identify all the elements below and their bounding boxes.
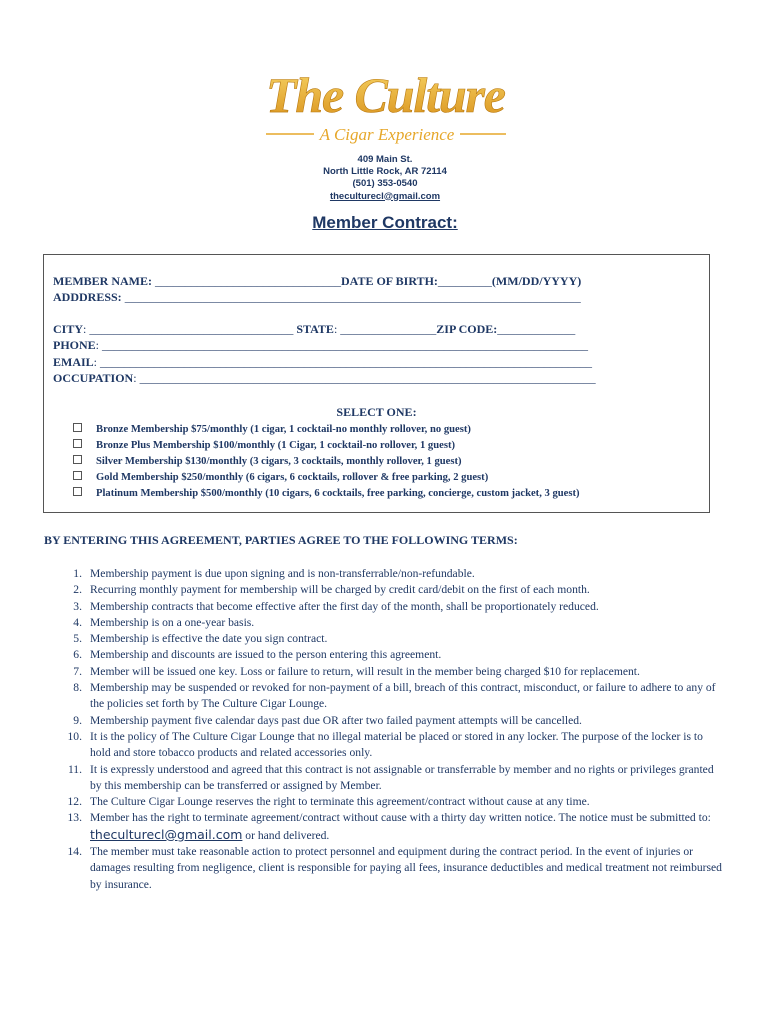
phone-row [53,338,588,353]
option-platinum[interactable] [73,487,580,499]
dob-field[interactable]: _________ [437,274,492,288]
logo [262,62,512,150]
email-label: EMAIL [53,355,94,369]
occupation-field[interactable]: : ____________________________________________________________________________ [133,371,596,385]
checkbox-icon[interactable] [73,471,82,480]
option-label: Silver Membership $130/monthly (3 cigars, 3 cocktails, monthly rollover, 1 guest) [96,456,462,467]
address-label: ADDDRESS: [53,290,122,304]
option-label: Bronze Membership $75/monthly (1 cigar, 1 cocktail-no monthly rollover, no guest) [96,424,471,435]
term-item: 5. Membership is effective the date you sign contract. [73,632,328,646]
state-field[interactable]: : ________________ [333,322,437,336]
notice-email-link[interactable]: theculturecl@gmail.com [90,826,243,842]
logo-title: The Culture [266,67,506,123]
term-item: 9. Membership payment five calendar days past due OR after two failed payment attempts will be cancelled. [73,713,582,727]
checkbox-icon[interactable] [73,423,82,432]
term-item: 4. Membership is on a one-year basis. [73,615,255,629]
option-silver[interactable] [73,455,462,467]
contact-block [0,154,770,203]
term-item: 10. It is the policy of The Culture Cigar Lounge that no illegal material be placed or stored in any locker. The purpose of the locker is to hold and store tobacco products and related accessories only. [67,729,703,760]
option-bronze-plus[interactable] [73,439,455,451]
checkbox-icon[interactable] [73,487,82,496]
occupation-label: OCCUPATION [53,371,134,385]
occupation-row [53,371,596,386]
city-row [53,322,575,337]
option-label: Platinum Membership $500/monthly (10 cigars, 6 cocktails, free parking, concierge, custom jacket, 3 guest) [96,488,580,499]
option-label: Bronze Plus Membership $100/monthly (1 Cigar, 1 cocktail-no rollover, 1 guest) [96,440,455,451]
term-item: 1. Membership payment is due upon signing and is non-transferrable/non-refundable. [73,567,475,580]
term-item: 14. The member must take reasonable action to protect personnel and equipment during the contract period. In the event of injuries or damages resulting from negligence, client is responsible for paying all fees, insurance deductibles and medical treatment not reimbursed by insurance. [67,845,722,891]
term-item: 7. Member will be issued one key. Loss or failure to return, will result in the member being charged $10 for replacement. [73,664,640,678]
member-name-row [53,274,581,289]
address-field[interactable]: ____________________________________________________________________________ [124,290,581,304]
terms-heading: BY ENTERING THIS AGREEMENT, PARTIES AGREE TO THE FOLLOWING TERMS: [44,533,518,547]
dob-format: (MM/DD/YYYY) [491,274,582,288]
term-item: 6. Membership and discounts are issued to the person entering this agreement. [73,648,442,662]
state-label: STATE [296,322,334,336]
term-item: 2. Recurring monthly payment for membership will be charged by credit card/debit on the first of each month. [73,583,590,597]
dob-label: DATE OF BIRTH: [341,274,438,288]
address-row [53,290,581,305]
term-item: 13. Member has the right to terminate agreement/contract without cause with a thirty day written notice. The notice must be submitted to: theculturecl@gmail.com or hand delivered. [67,811,711,842]
street-address: 409 Main St. [357,154,413,165]
logo-tagline: A Cigar Experience [319,125,455,144]
zip-label: ZIP CODE: [436,322,498,336]
member-name-field[interactable]: _______________________________ [155,274,341,288]
term-item: 3. Membership contracts that become effective after the first day of the month, shall be proportionately reduced. [73,599,599,613]
phone-number: (501) 353-0540 [352,178,418,190]
contact-email-link[interactable]: theculturecl@gmail.com [329,190,441,202]
city-state-zip: North Little Rock, AR 72114 [323,166,447,178]
checkbox-icon[interactable] [73,439,82,448]
phone-label: PHONE [53,338,96,352]
terms-list [44,566,724,893]
option-bronze[interactable] [73,423,471,435]
city-field[interactable]: : __________________________________ [83,322,294,336]
term-item: 11. It is expressly understood and agreed that this contract is not assignable or transferrable by member and no rights or privileges granted by this membership can be transferred or assigned by Member. [67,762,714,792]
option-gold[interactable] [73,471,488,483]
city-label: CITY [53,322,84,336]
email-field[interactable]: : __________________________________________________________________________________ [93,355,593,369]
checkbox-icon[interactable] [73,455,82,464]
select-one-title: SELECT ONE: [336,405,417,419]
term-item: 8. Membership may be suspended or revoked for non-payment of a bill, breach of this contract, misconduct, or failure to adhere to any of the policies set forth by The Culture Cigar Lounge. [73,681,716,711]
zip-field[interactable]: _____________ [497,322,576,336]
member-name-label: MEMBER NAME: [53,274,152,288]
phone-field[interactable]: : _________________________________________________________________________________ [95,338,589,352]
term-item: 12. The Culture Cigar Lounge reserves the right to terminate this agreement/contract without cause at any time. [67,795,590,809]
page-title: Member Contract: [312,213,458,232]
email-row [53,355,592,370]
option-label: Gold Membership $250/monthly (6 cigars, 6 cocktails, rollover & free parking, 2 guest) [96,472,489,483]
